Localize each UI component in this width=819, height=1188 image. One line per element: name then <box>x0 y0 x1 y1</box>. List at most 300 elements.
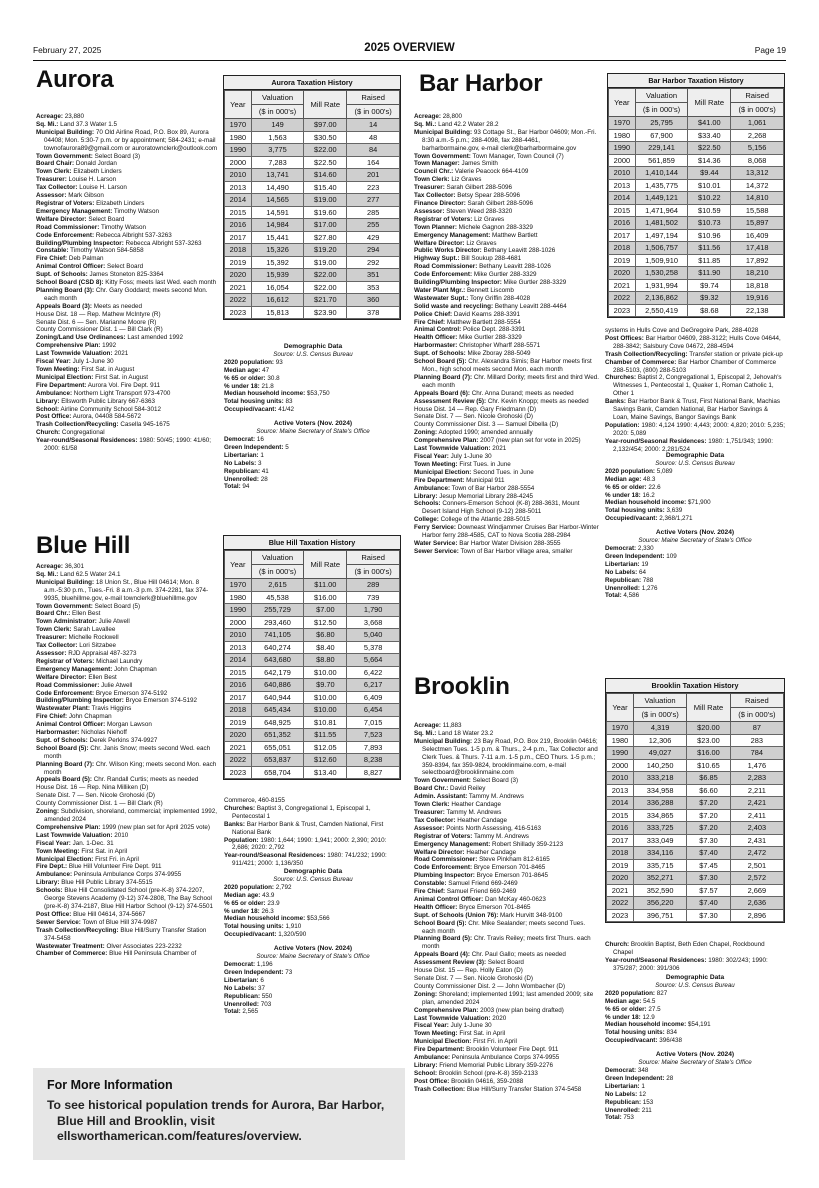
info-line: Acreage: 28,800 <box>414 113 462 120</box>
tax-cell: 2010 <box>225 169 252 182</box>
tax-cell: 1,497,194 <box>635 229 688 242</box>
demographics-source: Source: U.S. Census Bureau <box>655 981 735 989</box>
info-line: 2020 population: 2,792 <box>224 883 292 891</box>
tax-cell: 1990 <box>607 747 634 760</box>
tax-cell: 292 <box>347 256 400 269</box>
tax-cell: 784 <box>730 747 783 760</box>
info-line: Town Meeting: First Tues. in June <box>414 460 511 468</box>
info-line: Ambulance: Peninsula Ambulance Corps 374-9955 <box>36 871 182 879</box>
tax-cell: 1970 <box>609 117 636 130</box>
tax-cell: 2,411 <box>730 809 783 822</box>
info-line: Town Clerk: Elizabeth Linders <box>36 168 122 176</box>
info-line: Senate Dist. 7 — Sen. Nicole Grohoski (D) <box>414 413 533 421</box>
info-line: Board Chair: Donald Jordan <box>36 160 117 168</box>
tax-table-title: Aurora Taxation History <box>224 76 400 90</box>
info-line: Code Enforcement: Bryce Emerson 374-5192 <box>36 689 168 697</box>
info-line: Code Enforcement: Bryce Emerson 701-8465 <box>414 864 546 872</box>
tax-row <box>225 591 400 604</box>
info-line: Wastewater Plant: Travis Higgins <box>36 705 132 713</box>
tax-cell: 255,729 <box>251 604 304 617</box>
tax-cell: $22.50 <box>688 142 731 155</box>
info-line: Fire Dept.: Blue Hill Volunteer Fire Dept. 911 <box>36 863 162 871</box>
tax-cell: $7.20 <box>687 797 730 810</box>
info-line: Last Townwide Valuation: 2020 <box>414 1014 507 1022</box>
info-line: Median household income: $54,191 <box>605 1021 711 1029</box>
tax-cell: 14,591 <box>251 206 304 219</box>
info-line: Assessor: RJD Appraisal 487-3273 <box>36 649 137 657</box>
info-line: Sewer Service: Town of Blue Hill 374-9987 <box>36 918 158 926</box>
tax-cell: 642,179 <box>251 666 304 679</box>
tax-row <box>609 167 784 180</box>
info-line: Code Enforcement: Rebecca Albright 537-3263 <box>36 231 172 239</box>
info-line: Assessor: Mark Gibson <box>36 192 104 200</box>
tax-cell: 1970 <box>607 722 634 735</box>
info-line: Police Chief: David Kearns 288-3391 <box>414 310 521 318</box>
info-line: Population: 1980: 1,644; 1990: 1,941; 2000: 2,390; 2010: 2,686; 2020: 2,792 <box>224 836 387 852</box>
demographics-title: Demographic Data <box>665 974 725 981</box>
tax-cell: 14,490 <box>251 181 304 194</box>
more-info-box <box>33 1068 405 1160</box>
tax-cell: 1980 <box>607 734 634 747</box>
info-line: Appeals Board (4): Chr. Paul Gallo; meets as needed <box>414 951 566 959</box>
tax-cell: 640,944 <box>251 691 304 704</box>
info-line: Green Independent: 28 <box>605 1074 674 1082</box>
info-line: Last Townwide Valuation: 2021 <box>36 350 129 358</box>
tax-cell: 16,054 <box>251 281 304 294</box>
info-line: Zoning/Land Use Ordinances: Last amended 1992 <box>36 334 183 342</box>
tax-cell: 229,141 <box>635 142 688 155</box>
tax-cell: 2010 <box>225 629 252 642</box>
info-line: Assessment Review (3): Select Board <box>414 959 524 967</box>
tax-row <box>225 616 400 629</box>
info-line: Welfare Director: Liz Graves <box>414 239 497 247</box>
info-line: Church: Congregational <box>36 429 105 437</box>
tax-row <box>225 704 400 717</box>
info-line: Municipal Election: First Fri. in April <box>414 1038 517 1046</box>
tax-cell: 2019 <box>609 254 636 267</box>
tax-cell: $27.80 <box>304 231 347 244</box>
tax-cell: $22.00 <box>304 281 347 294</box>
tax-cell: $8.80 <box>304 654 347 667</box>
tax-cell: 2015 <box>607 809 634 822</box>
info-line: Town Manager: James Smith <box>414 160 498 168</box>
info-line: Median age: 54.5 <box>605 997 656 1005</box>
tax-cell: 333,725 <box>633 822 686 835</box>
tax-row <box>225 666 400 679</box>
info-line: Total: 753 <box>605 1114 634 1122</box>
tax-cell: 2014 <box>607 797 634 810</box>
tax-cell: $7.40 <box>687 847 730 860</box>
tax-cell: 2022 <box>225 754 252 767</box>
tax-row <box>225 654 400 667</box>
tax-row <box>225 219 400 232</box>
tax-cell: 333,218 <box>633 772 686 785</box>
tax-cell: $6.80 <box>304 629 347 642</box>
info-line: Constable: Samuel Friend 669-2469 <box>414 880 518 888</box>
info-line: Republican: 153 <box>605 1098 654 1106</box>
tax-cell: $19.60 <box>304 206 347 219</box>
bar-harbor-info-continued <box>605 327 785 454</box>
tax-cell: 1,449,121 <box>635 192 688 205</box>
info-line: % under 18: 12.9 <box>605 1013 655 1021</box>
tax-cell: 643,680 <box>251 654 304 667</box>
info-line: Post Office: Aurora, 04408 584-5672 <box>36 413 142 421</box>
tax-cell: $11.85 <box>688 254 731 267</box>
info-line: Sq. Mi.: Land 37.3 Water 1.5 <box>36 120 117 128</box>
tax-cell: 741,105 <box>251 629 304 642</box>
tax-cell: 2000 <box>225 616 252 629</box>
tax-row <box>225 294 400 307</box>
tax-row <box>607 722 784 735</box>
tax-cell: $7.40 <box>687 897 730 910</box>
tax-cell: 334,116 <box>633 847 686 860</box>
info-line: Treasurer: Louise H. Larson <box>36 176 117 184</box>
info-line: Year-round/Seasonal Residences: 1980: 50/45; 1990: 41/60; 2000: 61/58 <box>36 437 212 453</box>
tax-cell: 2014 <box>609 192 636 205</box>
tax-cell: 7,015 <box>347 716 400 729</box>
info-line: House Dist. 14 — Rep. Gary Friedmann (D) <box>414 405 537 413</box>
tax-cell: 2022 <box>225 294 252 307</box>
info-line: Code Enforcement: Mike Gurtler 288-3329 <box>414 271 537 279</box>
tax-cell: 1,530,258 <box>635 267 688 280</box>
info-line: Welfare Director: Select Board <box>36 215 125 223</box>
info-line: Treasurer: Tammy M. Andrews <box>414 808 502 816</box>
tax-cell: $9.44 <box>688 167 731 180</box>
tax-cell: 335,715 <box>633 859 686 872</box>
tax-cell: $8.68 <box>688 304 731 317</box>
tax-cell: 2021 <box>607 884 634 897</box>
info-line: County Commissioner Dist. 2 — John Wombacher (D) <box>414 982 566 990</box>
tax-cell: 645,434 <box>251 704 304 717</box>
tax-cell: 1,563 <box>251 131 304 144</box>
tax-cell: 18,818 <box>731 279 784 292</box>
tax-cell: 640,274 <box>251 641 304 654</box>
bar-harbor-info <box>414 113 599 556</box>
tax-row <box>609 267 784 280</box>
aurora-demographics <box>224 337 402 491</box>
info-line: Population: 1980: 4,124 1990: 4,443; 2000: 4,820; 2010: 5,235; 2020: 5,089 <box>605 421 785 437</box>
tax-cell: 2013 <box>225 641 252 654</box>
tax-cell: $10.96 <box>688 229 731 242</box>
info-line: Year-round/Seasonal Residences: 1980: 741/232; 1990: 911/421; 2000: 1,136/350 <box>224 852 387 868</box>
tax-cell: 277 <box>347 194 400 207</box>
tax-cell: 293,460 <box>251 616 304 629</box>
info-line: Tax Collector: Heather Candage <box>414 816 507 824</box>
tax-cell: 2018 <box>225 704 252 717</box>
info-line: Total: 2,565 <box>224 1008 259 1016</box>
tax-cell: 2,615 <box>251 579 304 592</box>
tax-cell: $7.30 <box>687 872 730 885</box>
info-line: Median household income: $53,750 <box>224 390 330 398</box>
info-line: Animal Control Officer: Morgan Lawson <box>36 721 152 729</box>
tax-cell: 356,220 <box>633 897 686 910</box>
tax-cell: $10.81 <box>304 716 347 729</box>
tax-cell: 2017 <box>225 231 252 244</box>
tax-cell: 2,211 <box>730 784 783 797</box>
demographics-source: Source: U.S. Census Bureau <box>655 459 735 467</box>
info-line: Post Office: Brooklin 04616, 359-2088 <box>414 1077 524 1085</box>
info-line: Planning Board (5): Chr. Travis Reiley; meets first Thurs. each month <box>414 935 591 951</box>
info-line: Fire Chief: Matthew Bartlett 288-5554 <box>414 318 521 326</box>
info-line: Senate Dist. 7 — Sen. Nicole Grohoski (D) <box>414 975 533 982</box>
info-line: Occupied/vacant: 41/42 <box>224 406 295 414</box>
tax-cell: $22.00 <box>304 269 347 282</box>
info-line: Highway Supt.: Bill Soukup 288-4681 <box>414 255 522 263</box>
info-line: Tax Collector: Betsy Spear 288-5096 <box>414 192 520 200</box>
info-line: Municipal Election: Second Tues. in June <box>414 468 534 476</box>
brooklin-info <box>414 722 599 1094</box>
tax-cell: 1,476 <box>730 759 783 772</box>
tax-cell: $10.59 <box>688 204 731 217</box>
tax-cell: 2017 <box>609 229 636 242</box>
tax-cell: 12,306 <box>633 734 686 747</box>
info-line: % under 18: 16.2 <box>605 491 655 499</box>
tax-cell: 2023 <box>607 909 634 922</box>
tax-cell: 1,471,964 <box>635 204 688 217</box>
info-line: 2020 population: 5,089 <box>605 467 673 475</box>
info-line: Animal Control Officer: Select Board <box>36 263 144 271</box>
tax-row <box>609 179 784 192</box>
info-line: Post Offices: Bar Harbor 04609, 288-3122; Hulls Cove 04644, 288-3842; Salsbury Cove 04672, 288-4594 <box>605 334 781 350</box>
info-line: House Dist. 16 — Rep. Nina Milliken (D) <box>36 784 149 792</box>
info-line: Town Meeting: First Sat. in April <box>414 1030 506 1038</box>
tax-cell: 396,751 <box>633 909 686 922</box>
info-line: Democrat: 1,196 <box>224 960 273 968</box>
info-line: Churches: Baptist 2, Congregational 1, Episcopal 2, Jehovah's Witnesses 1, Pentecostal 1, Quaker 1, Roman Catholic 1, Other 1 <box>605 374 782 398</box>
info-line: Supt. of Schools (Union 76): Mark Hurvitt 348-9100 <box>414 911 563 919</box>
info-line: Green Independent: 73 <box>224 968 293 976</box>
info-line: Assessor: Points North Assessing, 416-5163 <box>414 824 542 832</box>
tax-cell: 14,372 <box>731 179 784 192</box>
info-line: Supt. of Schools: Derek Perkins 374-9927 <box>36 736 158 744</box>
tax-cell: 1,506,757 <box>635 242 688 255</box>
tax-row <box>607 897 784 910</box>
tax-header-row: Year Valuation Mill Rate Raised <box>225 551 400 565</box>
tax-cell: 14 <box>347 119 400 132</box>
tax-cell: $11.56 <box>688 242 731 255</box>
tax-cell: 2,501 <box>730 859 783 872</box>
info-line: No Labels: 3 <box>224 459 262 467</box>
tax-cell: 2,472 <box>730 847 783 860</box>
tax-row <box>225 169 400 182</box>
tax-cell: $21.70 <box>304 294 347 307</box>
tax-cell: 2,572 <box>730 872 783 885</box>
tax-cell: 1,931,994 <box>635 279 688 292</box>
tax-cell: 2,896 <box>730 909 783 922</box>
tax-cell: $11.00 <box>304 579 347 592</box>
info-line: Municipal Building: 93 Cottage St., Bar Harbor 04609; Mon.-Fri. 8:30 a.m.-5 p.m.; 288-4098, fax 288-4461, barharbormaine.gov, e-mail clerk@barharbormaine.gov <box>414 128 597 152</box>
tax-cell: $10.73 <box>688 217 731 230</box>
info-line: Council Chr.: Valerie Peacock 664-4109 <box>414 168 529 176</box>
tax-cell: 7,893 <box>347 741 400 754</box>
tax-cell: $10.00 <box>304 704 347 717</box>
info-line: Supt. of Schools: Mike Zboray 288-5049 <box>414 350 531 358</box>
tax-table-title: Blue Hill Taxation History <box>224 536 400 550</box>
tax-cell: $23.90 <box>304 306 347 319</box>
info-line: Trash Collection: Blue Hill/Surry Transfer Station 374-5458 <box>414 1085 582 1093</box>
tax-cell: 15,588 <box>731 204 784 217</box>
info-line: Town Administrator: Julie Atwell <box>36 618 130 626</box>
tax-header-row: Year Valuation Mill Rate Raised <box>607 694 784 708</box>
tax-cell: 2016 <box>225 219 252 232</box>
tax-cell: 640,886 <box>251 679 304 692</box>
tax-row <box>607 884 784 897</box>
info-line: Municipal Building: 70 Old Airline Road, P.O. Box 89, Aurora 04408; Mon. 5:30-7 p.m. or by appointment; 584-2431; e-mail townofaurora89@gmail.com or auroratownclerk@outlook.com <box>36 128 218 152</box>
info-line: Chamber of Commerce: Bar Harbor Chamber of Commerce 288-5103, (800) 288-5103 <box>605 358 777 374</box>
info-line: Unenrolled: 703 <box>224 1000 272 1008</box>
tax-cell: $7.45 <box>687 859 730 872</box>
tax-cell: 45,538 <box>251 591 304 604</box>
tax-cell: 651,352 <box>251 729 304 742</box>
info-line: Last Townwide Valuation: 2010 <box>36 831 129 839</box>
info-line: County Commissioner Dist. 1 — Bill Clark (R) <box>36 800 163 808</box>
info-line: Fire Department: Aurora Vol. Fire Dept. 911 <box>36 381 161 389</box>
tax-row <box>225 579 400 592</box>
info-line: Ambulance: Peninsula Ambulance Corps 374-9955 <box>414 1054 560 1062</box>
tax-cell: 22,138 <box>731 304 784 317</box>
info-line: Library: Ellsworth Public Library 667-6363 <box>36 397 156 405</box>
info-line: Tax Collector: Lori Sitzabee <box>36 642 117 650</box>
tax-cell: $9.70 <box>304 679 347 692</box>
info-line: Green Independent: 5 <box>224 443 289 451</box>
tax-row <box>609 129 784 142</box>
tax-cell: 2020 <box>609 267 636 280</box>
tax-cell: 2,136,862 <box>635 292 688 305</box>
demographics-title: Demographic Data <box>283 868 343 875</box>
info-line: Welfare Director: Heather Candage <box>414 848 517 856</box>
voters-title: Active Voters (Nov. 2024) <box>273 420 353 428</box>
info-line: Zoning: Adopted 1990; amended annually <box>414 429 533 437</box>
info-line: Median age: 48.3 <box>605 475 656 483</box>
tax-row <box>225 729 400 742</box>
info-line: Occupied/vacant: 2,368/1,271 <box>605 515 693 523</box>
info-line: Emergency Management: John Chapman <box>36 665 157 673</box>
tax-cell: 2,421 <box>730 797 783 810</box>
info-line: Democrat: 348 <box>605 1066 649 1074</box>
tax-cell: 201 <box>347 169 400 182</box>
info-line: Finance Director: Sarah Gilbert 288-5096 <box>414 199 534 207</box>
tax-cell: 6,409 <box>347 691 400 704</box>
tax-cell: $7.30 <box>687 909 730 922</box>
tax-header-row: Year Valuation Mill Rate Raised <box>609 89 784 103</box>
info-line: Comprehensive Plan: 2007 (new plan set for vote in 2025) <box>414 437 581 445</box>
info-line: Fire Chief: Samuel Friend 669-2469 <box>414 888 517 896</box>
tax-cell: $12.60 <box>304 754 347 767</box>
info-line: Appeals Board (5): Chr. Randall Curtis; meets as needed <box>36 776 199 784</box>
info-line: Trash Collection/Recycling: Transfer station or private pick-up <box>605 350 783 358</box>
info-line: Town Government: Town Manager, Town Council (7) <box>414 152 564 160</box>
tax-cell: 658,704 <box>251 766 304 779</box>
info-line: Comprehensive Plan: 1999 (new plan set for April 2025 vote) <box>36 823 210 831</box>
tax-cell: 561,859 <box>635 154 688 167</box>
tax-cell: 67,900 <box>635 129 688 142</box>
tax-cell: 84 <box>347 144 400 157</box>
tax-row <box>607 834 784 847</box>
info-line: Senate Dist. 7 — Sen. Nicole Grohoski (D) <box>36 792 155 800</box>
info-line: No Labels: 37 <box>224 984 265 992</box>
tax-cell: 2020 <box>225 269 252 282</box>
info-line: Emergency Management: Timothy Watson <box>36 207 159 215</box>
info-line: School: Airline Community School 584-3012 <box>36 405 161 413</box>
tax-cell: 1980 <box>225 131 252 144</box>
info-line: Acreage: 23,880 <box>36 113 84 120</box>
info-line: Town Government: Select Board (5) <box>36 602 141 610</box>
tax-cell: 1,435,775 <box>635 179 688 192</box>
tax-cell: 2000 <box>609 154 636 167</box>
tax-cell: 15,939 <box>251 269 304 282</box>
voters-source: Source: Maine Secretary of State's Office <box>256 428 370 436</box>
info-line: Municipal Building: 18 Union St., Blue Hill 04614; Mon. 8 a.m.-5:30 p.m., Tues.-Fri. 8 a.m.-3 p.m. 374-2281, fax 374-9935, bluehillme.gov, e-mail townclerk@bluehillme.gov <box>36 578 209 602</box>
info-line: Senate Dist. 6 — Sen. Marianne Moore (R) <box>36 318 157 326</box>
info-line: Board Chr.: David Reiley <box>414 785 486 793</box>
info-line: Zoning: Subdivision, shoreland, commercial; implemented 1992, amended 2024 <box>36 808 217 823</box>
tax-cell: 6,217 <box>347 679 400 692</box>
town-heading-bar-harbor: Bar Harbor <box>419 70 543 97</box>
tax-cell: $30.50 <box>304 131 347 144</box>
tax-cell: $11.55 <box>304 729 347 742</box>
info-line: Ferry Service: Downeast Windjammer Cruises Bar Harbor-Winter Harbor ferry 288-4585, CAT to Nova Scotia 288-2984 <box>414 524 599 540</box>
tax-cell: 1990 <box>225 604 252 617</box>
town-heading-brooklin: Brooklin <box>414 673 510 700</box>
info-line: Median household income: $71,900 <box>605 499 711 507</box>
tax-cell: 87 <box>730 722 783 735</box>
bar-harbor-demographics <box>605 446 785 600</box>
tax-cell: 2021 <box>225 281 252 294</box>
info-line: School: Brooklin School (pre-K-8) 359-2133 <box>414 1069 538 1077</box>
tax-cell: 334,958 <box>633 784 686 797</box>
tax-cell: $10.65 <box>687 759 730 772</box>
demographics-source: Source: U.S. Census Bureau <box>273 875 353 883</box>
tax-cell: 334,865 <box>633 809 686 822</box>
tax-row <box>609 254 784 267</box>
tax-row <box>609 217 784 230</box>
info-line: No Labels: 64 <box>605 568 646 576</box>
tax-cell: $6.85 <box>687 772 730 785</box>
tax-cell: $19.00 <box>304 256 347 269</box>
tax-cell: $22.00 <box>304 144 347 157</box>
info-line: Animal Control: Police Dept. 288-3391 <box>414 326 526 334</box>
tax-cell: 2,636 <box>730 897 783 910</box>
tax-cell: $19.20 <box>304 244 347 257</box>
tax-row <box>225 119 400 132</box>
tax-cell: $10.00 <box>304 666 347 679</box>
tax-cell: $7.30 <box>687 834 730 847</box>
tax-cell: 5,664 <box>347 654 400 667</box>
tax-cell: 19,916 <box>731 292 784 305</box>
info-line: Constable: Timothy Watson 584-5858 <box>36 247 144 255</box>
info-line: Total housing units: 3,639 <box>605 507 683 515</box>
tax-cell: 1,790 <box>347 604 400 617</box>
tax-row <box>607 909 784 922</box>
info-line: Commerce, 460-8155 <box>224 797 285 804</box>
demographics-title: Demographic Data <box>665 452 725 459</box>
info-line: Board Chr.: Ellen Best <box>36 610 101 618</box>
tax-row <box>225 716 400 729</box>
tax-row <box>225 629 400 642</box>
info-line: Municipal Election: First Sat. in August <box>36 373 148 381</box>
tax-cell: 1970 <box>225 579 252 592</box>
tax-cell: 13,312 <box>731 167 784 180</box>
tax-cell: 2018 <box>609 242 636 255</box>
tax-cell: $7.20 <box>687 809 730 822</box>
tax-cell: 255 <box>347 219 400 232</box>
tax-row <box>225 306 400 319</box>
tax-cell: $15.40 <box>304 181 347 194</box>
info-line: Trash Collection/Recycling: Blue Hill/Surry Transfer Station 374-5458 <box>36 926 207 942</box>
tax-cell: $19.00 <box>304 194 347 207</box>
tax-cell: 285 <box>347 206 400 219</box>
tax-cell: 648,925 <box>251 716 304 729</box>
